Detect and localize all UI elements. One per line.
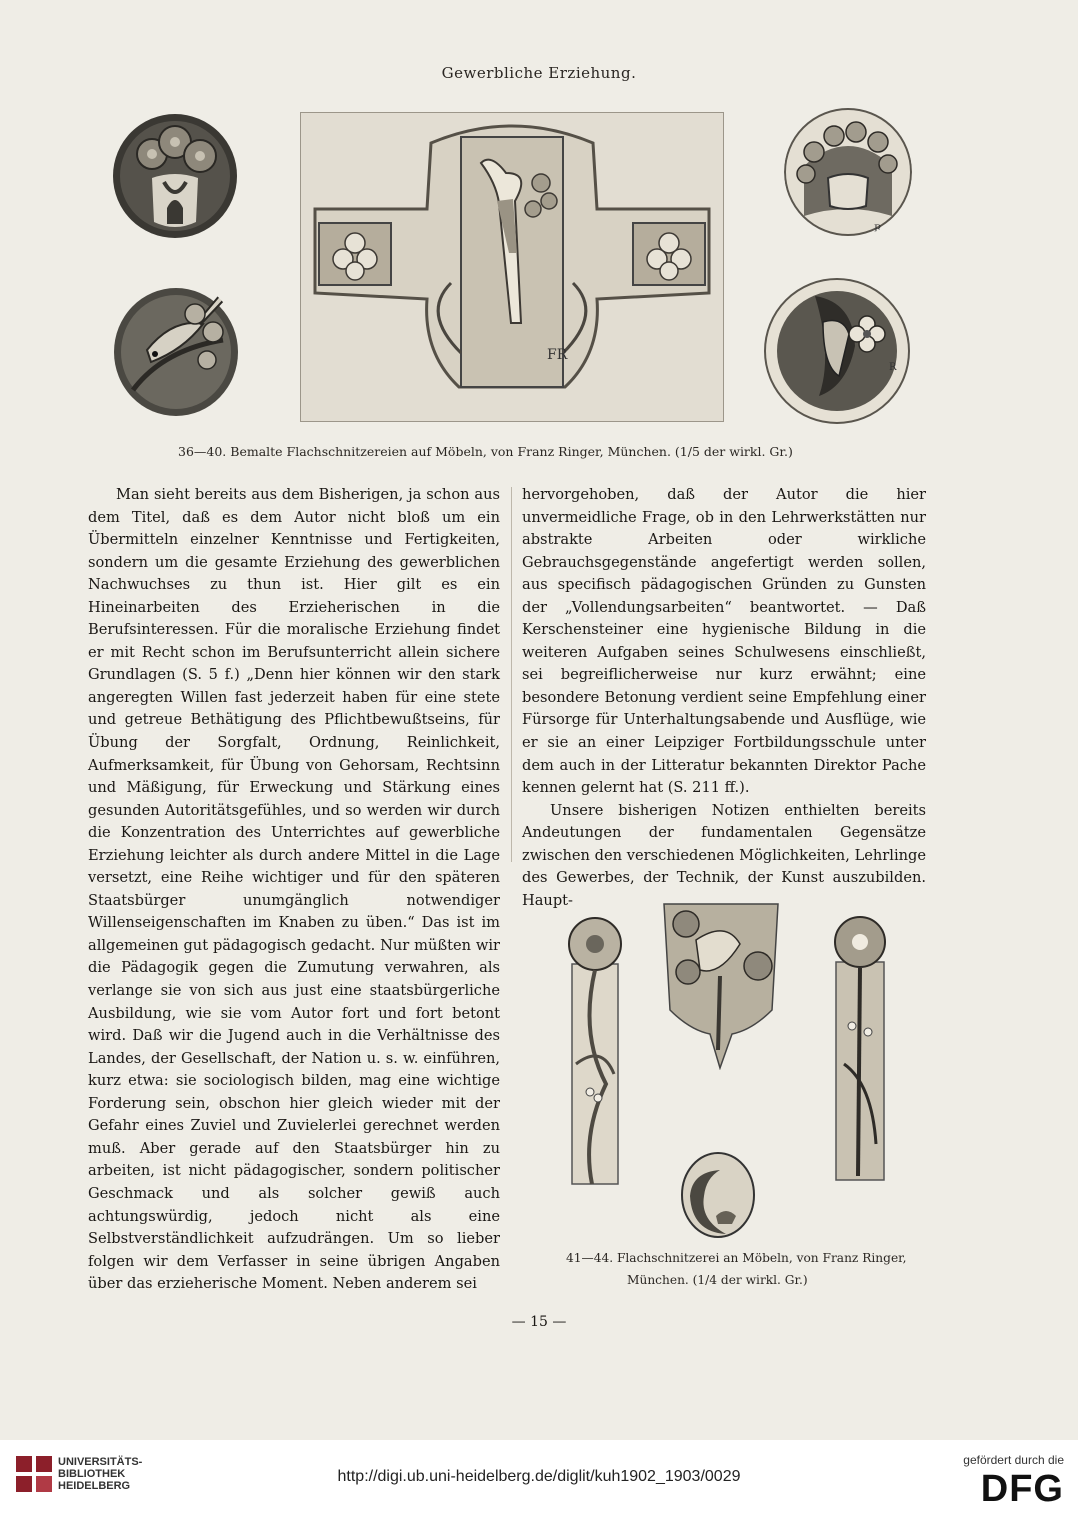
medallion-flower-urn-image: [784, 106, 912, 238]
plaque-bird-handle-image: [660, 900, 782, 1070]
figure-bottom-caption-line1: 41—44. Flachschnitzerei an Möbeln, von Franz Ringer,: [566, 1251, 907, 1265]
library-name: UNIVERSITÄTS- BIBLIOTHEK HEIDELBERG: [58, 1456, 143, 1492]
dfg-logo: DFG: [980, 1468, 1064, 1510]
medallion-flower-vase-image: [112, 112, 238, 240]
svg-text:R: R: [889, 362, 897, 373]
footer-bar: [0, 1440, 1078, 1517]
plaque-moon-rabbit-image: [680, 1150, 756, 1240]
paragraph: Unsere bisherigen Notizen enthielten bereits Andeutungen der fundamentalen Gegensätze zwischen den verschiedenen Möglichkeiten, Lehrlinge des Gewerbes, der Technik, der Kunst auszubilden. Haupt-: [522, 801, 926, 909]
svg-text:FR: FR: [547, 347, 568, 363]
figure-bottom-caption-line2: München. (1/4 der wirkl. Gr.): [627, 1273, 808, 1287]
figure-top-caption: 36—40. Bemalte Flachschnitzereien auf Möbeln, von Franz Ringer, München. (1/5 der wirkl. Gr.): [178, 444, 793, 459]
funded-by-label: gefördert durch die: [963, 1453, 1064, 1467]
svg-text:R: R: [874, 224, 882, 235]
medallion-bird-flower-image: [763, 276, 911, 426]
paragraph: hervorgehoben, daß der Autor die hier unvermeidliche Frage, ob in den Lehrwerkstätten nur abstrakte Arbeiten oder wirkliche Gebrauchsgegenstände angefertigt werden sollen, aus specifisch pädagogischen Gründen zu Gunsten der „Vollendungsarbeiten“ beantwortet. — Daß Kerschensteiner eine hygienische Bildung in die weiteren Aufgaben seines Schulwesens einschließt, sei begreiflicherweise nur kurz erwähnt; eine besondere Betonung verdient seine Empfehlung einer Fürsorge für Unterhaltungsabende und Ausflüge, wie er sie an einer Leipziger Fortbildungsschule unter dem auch in der Litteratur bekannten Direktor Pache kennen gelernt hat (S. 211 ff.).: [522, 486, 926, 797]
page-number: — 15 —: [511, 1314, 567, 1330]
plaque-flower-strip-image: [828, 914, 892, 1186]
paragraph: Man sieht bereits aus dem Bisherigen, ja schon aus dem Titel, daß es dem Autor nicht bloß um ein Übermitteln einzelner Kenntnisse und Fertigkeiten, sondern um die gesamte Erziehung des gewerblichen Nachwuchses zu thun ist. Hier gilt es ein Hineinarbeiten des Erzieherischen in die Berufsinteressen. Für die moralische Erziehung findet er mit Recht schon im Berufsunterricht allein sichere Grundlagen (S. 5 f.) „Denn hier können wir den stark angeregten Willen fast jederzeit haben für eine stete und getreue Bethätigung des Pflichtbewußtseins, für Übung der Sorgfalt, Ordnung, Reinlichkeit, Aufmerksamkeit, für Übung von Gehorsam, Rechtsinn und Mäßigung, für Erweckung und Stärkung eines gesunden Autoritätsgefühles, und so werden wir durch die Konzentration des Unterrichtes auf gewerbliche Erziehung leichter als durch andere Mittel in die Lage versetzt, eine Reihe wichtiger und für den späteren Staatsbürger unumgänglich notwendiger Willenseigenschaften im Knaben zu üben.“ Das ist im allgemeinen gut pädagogisch gedacht. Nur müßten wir die Pädagogik gegen die Zumutung verwahren, als verlange sie von sich aus just eine staatsbürgerliche Ausbildung, wie sie vom Autor fort und fort betont wird. Daß wir die Jugend auch in die Verhältnisse des Landes, der Gesellschaft, der Nation u. s. w. einführen, kurz etwa: sie sociologisch bilden, mag eine wichtige Forderung sein, obschon hier gleich wieder mit der Gefahr eines Zuviel und Zuvielerlei gerechnet werden muß. Aber gerade auf den Staatsbürger hin zu arbeiten, ist nicht pädagogischer, sondern politischer Geschmack und als solcher gewiß auch achtungswürdig, jedoch nicht als eine Selbstverständlichkeit aufzudrängen. Um so lieber folgen wir dem Verfasser in seine übrigen Angaben über das erzieherische Moment. Neben anderem sei: [88, 486, 500, 1293]
column-left: [88, 484, 500, 1296]
plaque-poppy-strip-image: [562, 914, 628, 1194]
carved-panel-image: [301, 113, 723, 421]
medallion-bird-image: [113, 280, 240, 418]
running-head: Gewerbliche Erziehung.: [441, 64, 637, 82]
plate-bird-panel: [300, 112, 724, 422]
column-right: [522, 484, 926, 912]
permalink-url[interactable]: http://digi.ub.uni-heidelberg.de/diglit/kuh1902_1903/0029: [337, 1468, 741, 1485]
column-divider: [511, 487, 512, 862]
